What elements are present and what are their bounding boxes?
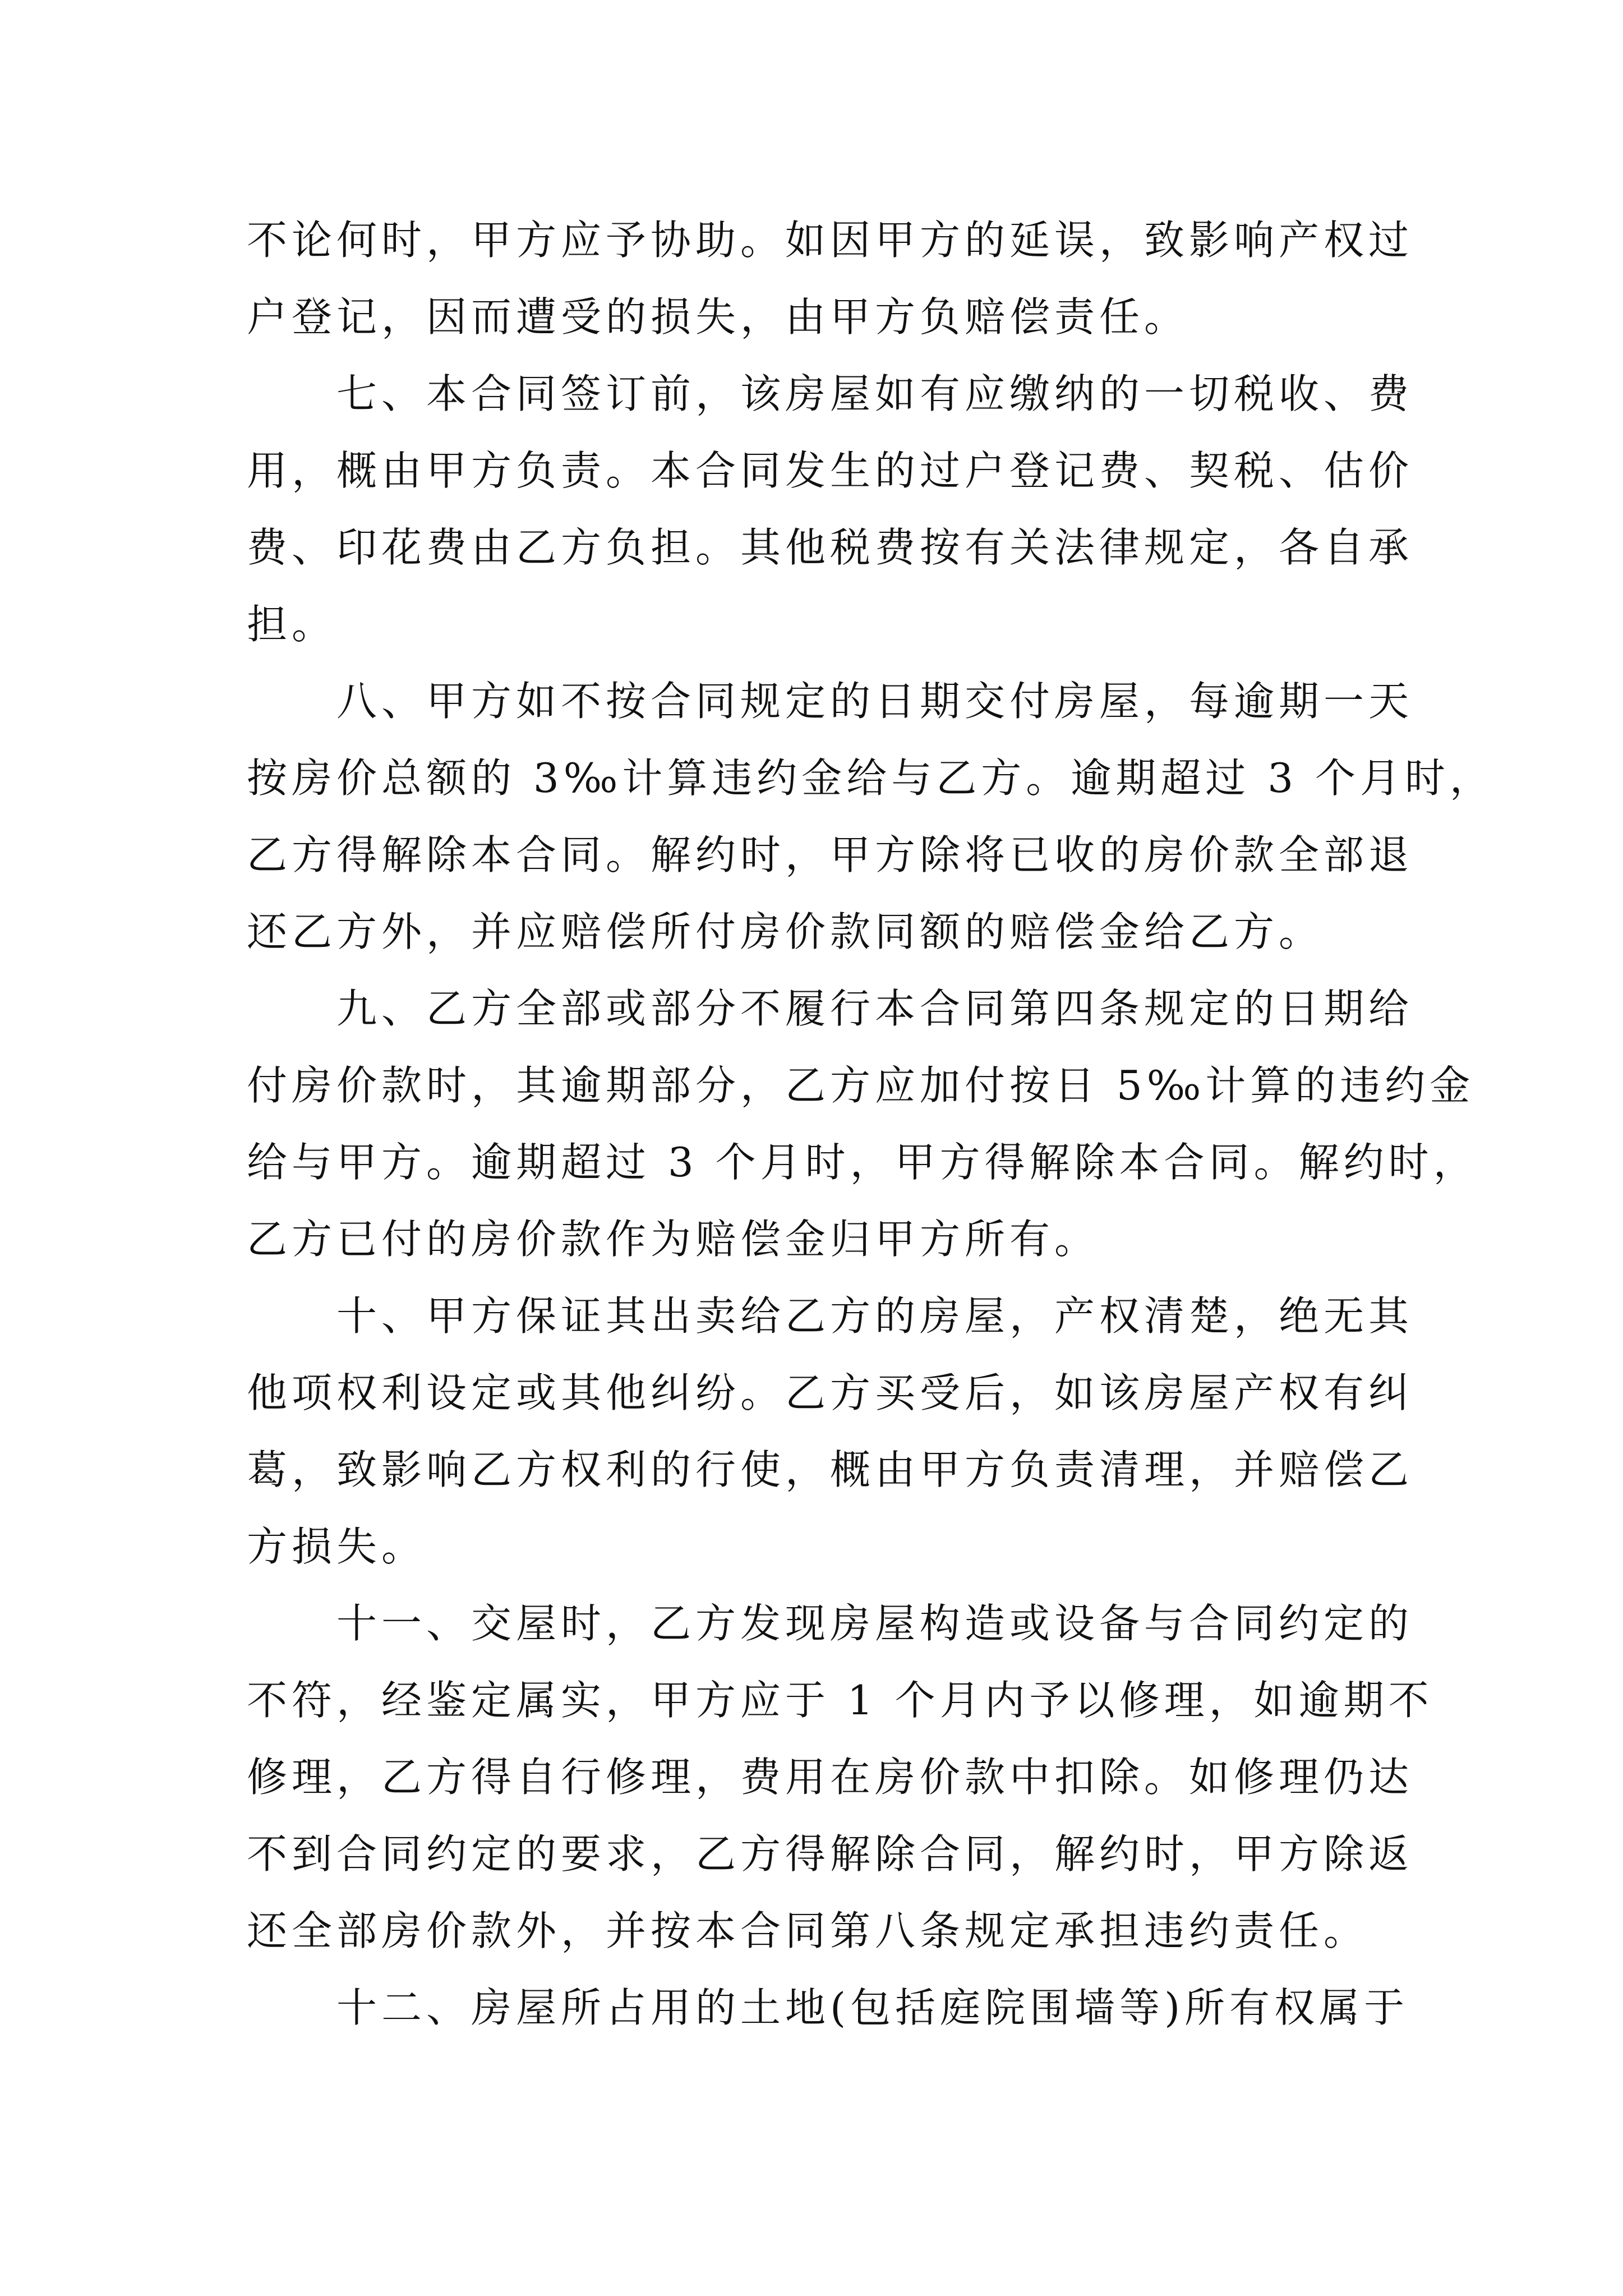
clause-10-first-line: 十、甲方保证其出卖给乙方的房屋，产权清楚，绝无其 xyxy=(336,1292,1414,1340)
text-line: 乙方得解除本合同。解约时，甲方除将已收的房价款全部退 xyxy=(247,831,1414,878)
clause-11-first-line: 十一、交屋时，乙方发现房屋构造或设备与合同约定的 xyxy=(336,1600,1414,1647)
text-line: 不论何时，甲方应予协助。如因甲方的延误，致影响产权过 xyxy=(247,217,1414,264)
text-line: 他项权利设定或其他纠纷。乙方买受后，如该房屋产权有纠 xyxy=(247,1369,1414,1416)
text-line: 方损失。 xyxy=(247,1523,427,1570)
text-line: 不符，经鉴定属实，甲方应于 1 个月内予以修理，如逾期不 xyxy=(247,1677,1433,1724)
text-line: 按房价总额的 3‰计算违约金给与乙方。逾期超过 3 个月时， xyxy=(247,754,1495,802)
text-line: 还乙方外，并应赔偿所付房价款同额的赔偿金给乙方。 xyxy=(247,908,1324,955)
text-line: 用，概由甲方负责。本合同发生的过户登记费、契税、估价 xyxy=(247,447,1414,494)
text-line: 还全部房价款外，并按本合同第八条规定承担违约责任。 xyxy=(247,1907,1369,1954)
text-line: 乙方已付的房价款作为赔偿金归甲方所有。 xyxy=(247,1216,1100,1263)
clause-12-first-line: 十二、房屋所占用的土地(包括庭院围墙等)所有权属于 xyxy=(336,1984,1409,2031)
text-line: 担。 xyxy=(247,601,337,648)
text-line: 付房价款时，其逾期部分，乙方应加付按日 5‰计算的违约金 xyxy=(247,1062,1475,1109)
text-line: 给与甲方。逾期超过 3 个月时，甲方得解除本合同。解约时， xyxy=(247,1139,1478,1186)
text-line: 费、印花费由乙方负担。其他税费按有关法律规定，各自承 xyxy=(247,524,1414,571)
text-line: 户登记，因而遭受的损失，由甲方负赔偿责任。 xyxy=(247,293,1189,341)
text-line: 修理，乙方得自行修理，费用在房价款中扣除。如修理仍达 xyxy=(247,1754,1414,1801)
clause-7-first-line: 七、本合同签订前，该房屋如有应缴纳的一切税收、费 xyxy=(336,370,1414,417)
clause-8-first-line: 八、甲方如不按合同规定的日期交付房屋，每逾期一天 xyxy=(336,678,1414,725)
document-body xyxy=(247,202,1495,2046)
text-line: 不到合同约定的要求，乙方得解除合同，解约时，甲方除返 xyxy=(247,1830,1414,1878)
text-line: 葛，致影响乙方权利的行使，概由甲方负责清理，并赔偿乙 xyxy=(247,1446,1414,1493)
clause-9-first-line: 九、乙方全部或部分不履行本合同第四条规定的日期给 xyxy=(336,985,1414,1032)
